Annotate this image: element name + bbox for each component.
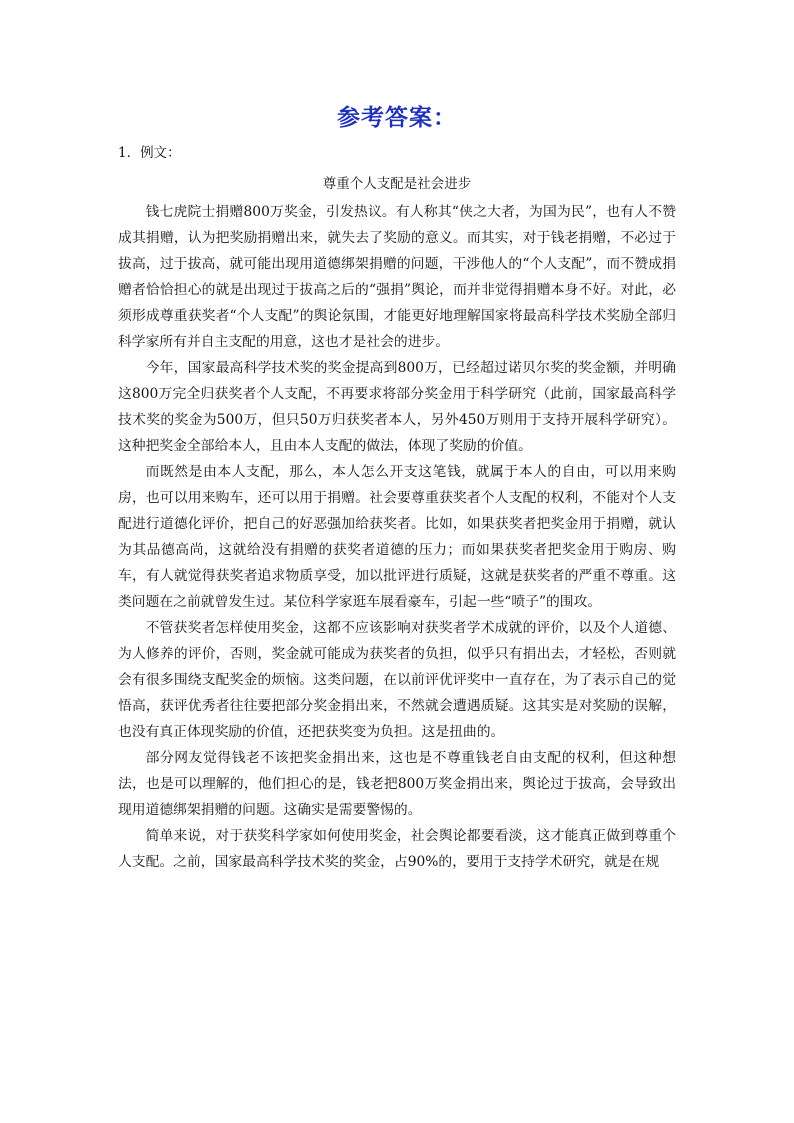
essay-paragraph-1: 钱七虎院士捐赠800万奖金，引发热议。有人称其“侠之大者，为国为民”，也有人不赞成其捐赠，认为把奖励捐赠出来，就失去了奖励的意义。而其实，对于钱老捐赠，不必过于拔高，过于拔高，就可能出现用道德绑架捐赠的问题，干涉他人的“个人支配”，而不赞成捐赠者恰恰担心的就是出现过于拔高之后的“强捐”舆论，而并非觉得捐赠本身不好。对此，必须形成尊重获奖者“个人支配”的舆论氛围，才能更好地理解国家将最高科学技术奖励全部归科学家所有并自主支配的用意，这也才是社会的进步。 xyxy=(118,204,676,350)
essay-paragraph-2: 今年，国家最高科学技术奖的奖金提高到800万，已经超过诺贝尔奖的奖金额，并明确这800万完全归获奖者个人支配，不再要求将部分奖金用于科学研究（此前，国家最高科学技术奖的奖金为500万，但只50万归获奖者本人，另外450万则用于支持开展科学研究）。这种把奖金全部给本人，且由本人支配的做法，体现了奖励的价值。 xyxy=(118,360,676,454)
essay-paragraph-5: 部分网友觉得钱老不该把奖金捐出来，这也是不尊重钱老自由支配的权利，但这种想法，也是可以理解的，他们担心的是，钱老把800万奖金捐出来，舆论过于拔高，会导致出现用道德绑架捐赠的问题。这确实是需要警惕的。 xyxy=(118,750,676,818)
question-number: 1．例文： xyxy=(118,145,181,161)
essay-paragraph-3: 而既然是由本人支配，那么，本人怎么开支这笔钱，就属于本人的自由，可以用来购房，也可以用来购车，还可以用于捐赠。社会要尊重获奖者个人支配的权利，不能对个人支配进行道德化评价，把自己的好恶强加给获奖者。比如，如果获奖者把奖金用于捐赠，就认为其品德高尚，这就给没有捐赠的获奖者道德的压力；而如果获奖者把奖金用于购房、购车，有人就觉得获奖者追求物质享受，加以批评进行质疑，这就是获奖者的严重不尊重。这类问题在之前就曾发生过。某位科学家逛车展看豪车，引起一些“喷子”的围攻。 xyxy=(118,464,676,610)
essay-paragraph-4: 不管获奖者怎样使用奖金，这都不应该影响对获奖者学术成就的评价，以及个人道德、为人修养的评价，否则，奖金就可能成为获奖者的负担，似乎只有捐出去，才轻松，否则就会有很多围绕支配奖金的烦恼。这类问题，在以前评优评奖中一直存在，为了表示自己的觉悟高，获评优秀者往往要把部分奖金捐出来，不然就会遭遇质疑。这其实是对奖励的误解，也没有真正体现奖励的价值，还把获奖变为负担。这是扭曲的。 xyxy=(118,620,676,740)
page-heading: 参考答案： xyxy=(337,105,457,131)
answer-page xyxy=(118,98,676,875)
essay-paragraph-6: 简单来说，对于获奖科学家如何使用奖金，社会舆论都要看淡，这才能真正做到尊重个人支配。之前，国家最高科学技术奖的奖金，占90%的，要用于支持学术研究，就是在规 xyxy=(118,828,676,870)
essay-title: 尊重个人支配是社会进步 xyxy=(322,176,472,192)
